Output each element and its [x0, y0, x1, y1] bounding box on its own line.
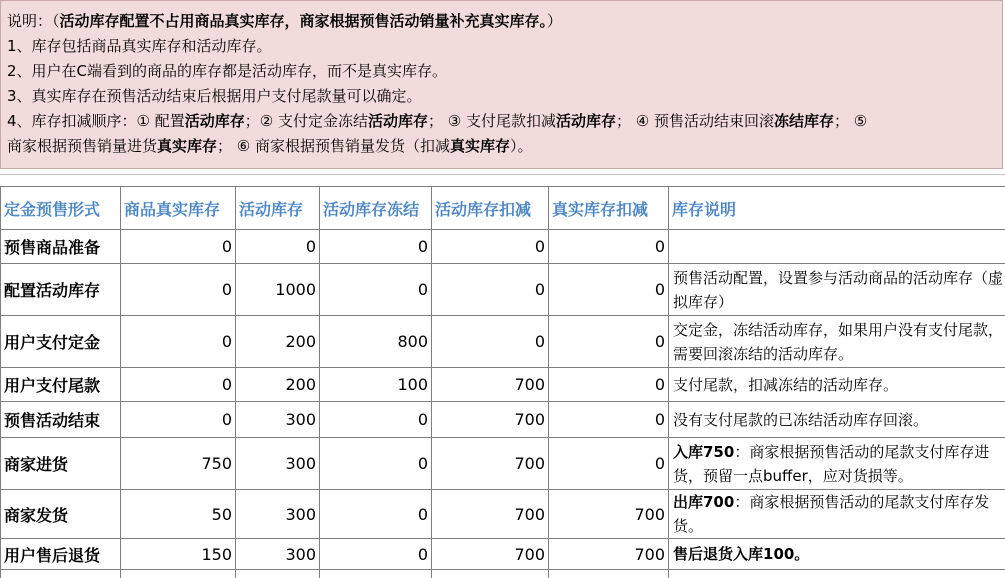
note-title-suffix: ） — [547, 12, 562, 30]
activity-stock-cell: 300 — [236, 490, 320, 539]
activity-deduct-cell: 700 — [432, 368, 549, 402]
header-cell: 真实库存扣减 — [549, 187, 669, 230]
description-bold: 售后退货入库100。 — [673, 545, 809, 563]
note-line-5-text: ； ⑥ 商家根据预售销量发货（扣减 — [217, 137, 450, 155]
header-cell: 定金预售形式 — [1, 187, 121, 230]
table-row — [1, 316, 1005, 368]
empty-cell — [121, 570, 236, 578]
row-label: 预售商品准备 — [1, 230, 121, 264]
real-deduct-cell: 0 — [549, 438, 669, 490]
frozen-stock-cell: 0 — [320, 264, 432, 316]
note-line-4-text: 4、库存扣减顺序：① 配置 — [7, 112, 185, 130]
frozen-stock-cell: 0 — [320, 438, 432, 490]
note-line-5-text: 商家根据预售销量进货 — [7, 137, 157, 155]
table-row — [1, 230, 1005, 264]
header-cell: 活动库存冻结 — [320, 187, 432, 230]
real-deduct-cell: 700 — [549, 490, 669, 539]
empty-cell — [320, 570, 432, 578]
row-label: 配置活动库存 — [1, 264, 121, 316]
table-row — [1, 264, 1005, 316]
row-label: 用户售后退货 — [1, 539, 121, 570]
stock-description — [669, 402, 1005, 438]
stock-description — [669, 438, 1005, 490]
note-line-1: 1、库存包括商品真实库存和活动库存。 — [7, 34, 1002, 59]
real-deduct-cell: 0 — [549, 368, 669, 402]
note-line-4-bold: 活动库存 — [368, 112, 428, 130]
frozen-stock-cell: 0 — [320, 230, 432, 264]
empty-cell — [669, 570, 1005, 578]
header-cell: 库存说明 — [669, 187, 1005, 230]
note-title-prefix: 说明：（ — [7, 12, 60, 30]
note-line-4-text: ； ④ 预售活动结束回滚 — [616, 112, 774, 130]
table-row — [1, 539, 1005, 570]
note-box — [0, 0, 1003, 169]
description-text: 交定金，冻结活动库存，如果用户没有支付尾款，需要回滚冻结的活动库存。 — [673, 321, 1003, 363]
real-stock-cell: 0 — [121, 368, 236, 402]
stock-description — [669, 539, 1005, 570]
stock-description — [669, 230, 1005, 264]
header-cell: 商品真实库存 — [121, 187, 236, 230]
note-line-3: 3、真实库存在预售活动结束后根据用户支付尾款量可以确定。 — [7, 84, 1002, 109]
activity-stock-cell: 0 — [236, 230, 320, 264]
activity-stock-cell: 200 — [236, 316, 320, 368]
real-deduct-cell: 0 — [549, 316, 669, 368]
real-deduct-cell: 0 — [549, 402, 669, 438]
note-line-4-bold: 活动库存 — [556, 112, 616, 130]
note-line-2: 2、用户在C端看到的商品的库存都是活动库存，而不是真实库存。 — [7, 59, 1002, 84]
note-line-4-text: ； ③ 支付尾款扣减 — [428, 112, 556, 130]
stock-description — [669, 264, 1005, 316]
description-bold: 入库750 — [673, 443, 734, 461]
note-line-5-text: ）。 — [510, 137, 533, 155]
activity-deduct-cell: 0 — [432, 264, 549, 316]
note-line-4-text: ； ⑤ — [834, 112, 867, 130]
activity-stock-cell: 300 — [236, 438, 320, 490]
activity-stock-cell: 300 — [236, 402, 320, 438]
empty-cell — [432, 570, 549, 578]
note-title — [7, 9, 1002, 34]
description-text: 没有支付尾款的已冻结活动库存回滚。 — [673, 411, 928, 429]
table-row — [1, 570, 1005, 578]
activity-deduct-cell: 700 — [432, 438, 549, 490]
activity-deduct-cell: 0 — [432, 316, 549, 368]
row-label: 用户支付尾款 — [1, 368, 121, 402]
real-stock-cell: 0 — [121, 316, 236, 368]
note-line-4-bold: 冻结库存 — [774, 112, 834, 130]
empty-cell — [236, 570, 320, 578]
frozen-stock-cell: 0 — [320, 490, 432, 539]
activity-deduct-cell: 700 — [432, 539, 549, 570]
table-row — [1, 368, 1005, 402]
real-stock-cell: 0 — [121, 230, 236, 264]
activity-deduct-cell: 700 — [432, 490, 549, 539]
note-title-bold: 活动库存配置不占用商品真实库存，商家根据预售活动销量补充真实库存。 — [60, 12, 548, 30]
row-label: 商家进货 — [1, 438, 121, 490]
activity-deduct-cell: 700 — [432, 402, 549, 438]
note-line-5 — [7, 134, 1002, 159]
divider — [0, 174, 1005, 175]
note-line-5-bold: 真实库存 — [450, 137, 510, 155]
activity-deduct-cell: 0 — [432, 230, 549, 264]
table-row — [1, 438, 1005, 490]
header-cell: 活动库存 — [236, 187, 320, 230]
frozen-stock-cell: 100 — [320, 368, 432, 402]
activity-stock-cell: 200 — [236, 368, 320, 402]
real-stock-cell: 150 — [121, 539, 236, 570]
real-deduct-cell: 700 — [549, 539, 669, 570]
frozen-stock-cell: 0 — [320, 402, 432, 438]
row-label: 用户支付定金 — [1, 316, 121, 368]
row-label: 预售活动结束 — [1, 402, 121, 438]
empty-cell — [1, 570, 121, 578]
note-line-4-text: ；② 支付定金冻结 — [245, 112, 368, 130]
description-text: ：商家根据预售活动的尾款支付库存发货。 — [673, 493, 989, 535]
frozen-stock-cell: 0 — [320, 539, 432, 570]
stock-description — [669, 316, 1005, 368]
stock-description — [669, 490, 1005, 539]
real-deduct-cell: 0 — [549, 264, 669, 316]
activity-stock-cell: 300 — [236, 539, 320, 570]
real-deduct-cell: 0 — [549, 230, 669, 264]
note-line-4 — [7, 109, 1002, 134]
note-line-5-bold: 真实库存 — [157, 137, 217, 155]
real-stock-cell: 0 — [121, 264, 236, 316]
table-row — [1, 490, 1005, 539]
table-row — [1, 402, 1005, 438]
description-text: 预售活动配置，设置参与活动商品的活动库存（虚拟库存） — [673, 269, 1003, 311]
description-text: 支付尾款，扣减冻结的活动库存。 — [673, 376, 898, 394]
real-stock-cell: 50 — [121, 490, 236, 539]
stock-description — [669, 368, 1005, 402]
activity-stock-cell: 1000 — [236, 264, 320, 316]
row-label: 商家发货 — [1, 490, 121, 539]
note-line-4-bold: 活动库存 — [185, 112, 245, 130]
frozen-stock-cell: 800 — [320, 316, 432, 368]
empty-cell — [549, 570, 669, 578]
header-cell: 活动库存扣减 — [432, 187, 549, 230]
inventory-table — [0, 186, 1005, 578]
real-stock-cell: 0 — [121, 402, 236, 438]
table-header-row — [1, 187, 1005, 230]
description-bold: 出库700 — [673, 493, 734, 511]
description-text: ：商家根据预售活动的尾款支付库存进货，预留一点buffer，应对货损等。 — [673, 443, 989, 485]
real-stock-cell: 750 — [121, 438, 236, 490]
